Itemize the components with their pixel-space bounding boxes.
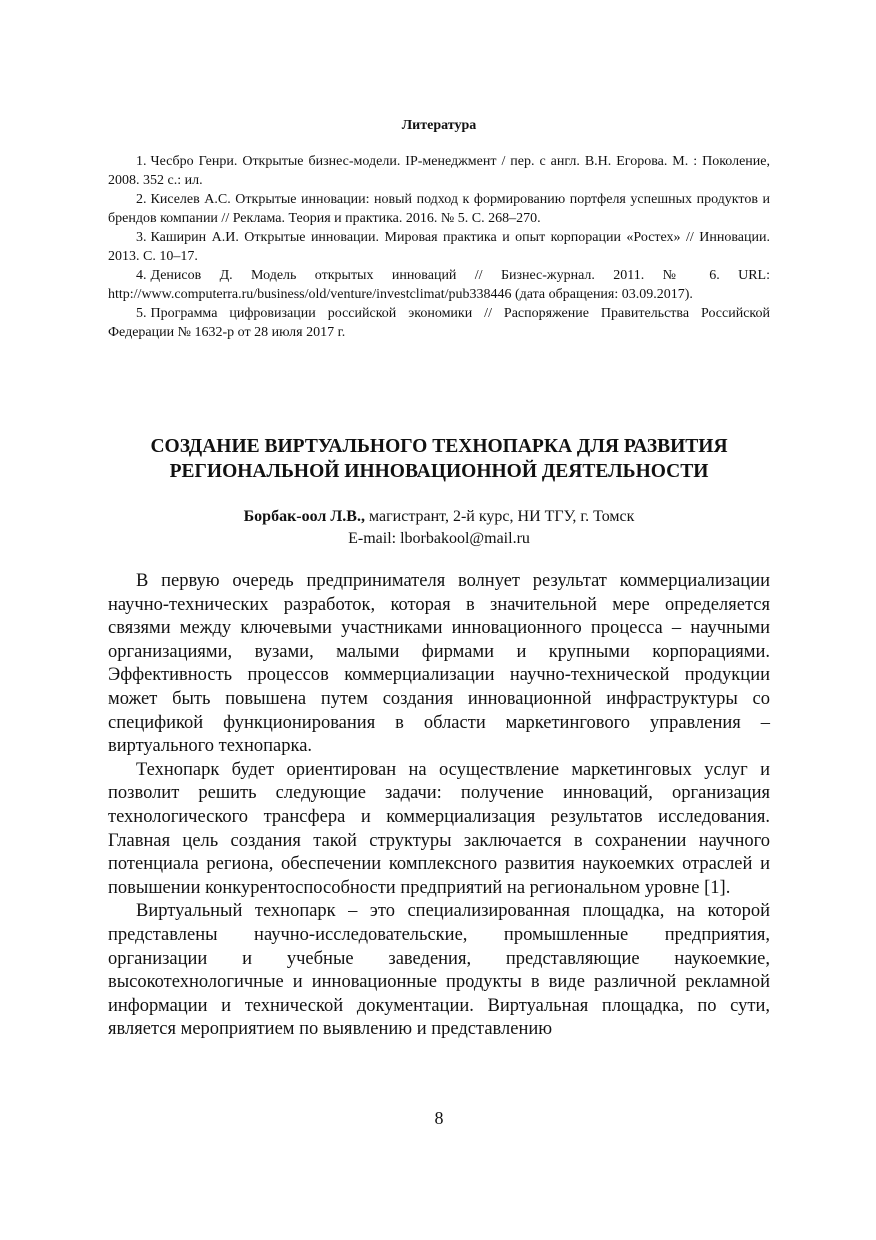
reference-number: 1. (136, 154, 147, 169)
reference-item (108, 190, 770, 228)
reference-item (108, 266, 770, 304)
reference-text: Киселев А.С. Открытые инновации: новый подход к формированию портфеля успешных продуктов и брендов компании // Реклама. Теория и практика. 2016. № 5. С. 268–270. (108, 192, 770, 226)
author-block (108, 506, 770, 550)
reference-text: Каширин А.И. Открытые инновации. Мировая практика и опыт корпорации «Ростех» // Инновации. 2013. С. 10–17. (108, 230, 770, 264)
article-title-line: СОЗДАНИЕ ВИРТУАЛЬНОГО ТЕХНОПАРКА ДЛЯ РАЗВИТИЯ (150, 436, 728, 457)
body-paragraph: Виртуальный технопарк – это специализированная площадка, на которой представлены научно-исследовательские, промышленные предприятия, организации и учебные заведения, представляющие наукоемкие, высокотехнологичные и инновационные продукты в виде различной рекламной информации и технической документации. Виртуальная площадка, по сути, является мероприятием по выявлению и представлению (108, 901, 770, 1040)
article-title (108, 434, 770, 484)
author-email: E-mail: lborbakool@mail.ru (348, 530, 530, 547)
reference-text: Чесбро Генри. Открытые бизнес-модели. IP-менеджмент / пер. с англ. В.Н. Егорова. М. : Поколение, 2008. 352 с.: ил. (108, 154, 770, 188)
article-title-line: РЕГИОНАЛЬНОЙ ИННОВАЦИОННОЙ ДЕЯТЕЛЬНОСТИ (169, 461, 709, 482)
reference-number: 5. (136, 306, 147, 321)
reference-item (108, 304, 770, 342)
reference-item (108, 152, 770, 190)
article-body (108, 570, 770, 1042)
reference-number: 4. (136, 268, 147, 283)
literature-heading: Литература (401, 118, 477, 133)
reference-number: 2. (136, 192, 147, 207)
body-paragraph: В первую очередь предпринимателя волнует результат коммерциализации научно-технических разработок, которая в значительной мере определяется связями между ключевыми участниками инновационного процесса – научными организациями, вузами, малыми фирмами и крупными корпорациями. Эффективность процессов коммерциализации научно-технической продукции может быть повышена путем создания инновационной инфраструктуры со спецификой функционирования в области маркетингового управления – виртуального технопарка. (108, 571, 770, 757)
author-info: магистрант, 2-й курс, НИ ТГУ, г. Томск (364, 508, 635, 525)
reference-item (108, 228, 770, 266)
reference-list (108, 152, 770, 342)
author-line (108, 506, 770, 528)
body-paragraph: Технопарк будет ориентирован на осуществление маркетинговых услуг и позволит решить следующие задачи: получение инноваций, организация технологического трансфера и коммерциализация результатов исследования. Главная цель создания такой структуры заключается в сохранении научного потенциала региона, обеспечении комплексного развития наукоемких отраслей и повышении конкурентоспособности предприятий на региональном уровне [1]. (108, 759, 770, 898)
reference-text: Программа цифровизации российской экономики // Распоряжение Правительства Российской Федерации № 1632-р от 28 июля 2017 г. (108, 306, 770, 340)
author-name: Борбак-оол Л.В., (243, 508, 365, 525)
reference-text: Денисов Д. Модель открытых инноваций // Бизнес-журнал. 2011. № 6. URL: http://www.computerra.ru/business/old/venture/investclimat/pub338446 (дата обращения: 03.09.2017). (108, 268, 770, 302)
reference-number: 3. (136, 230, 147, 245)
page-number: 8 (434, 1108, 444, 1128)
